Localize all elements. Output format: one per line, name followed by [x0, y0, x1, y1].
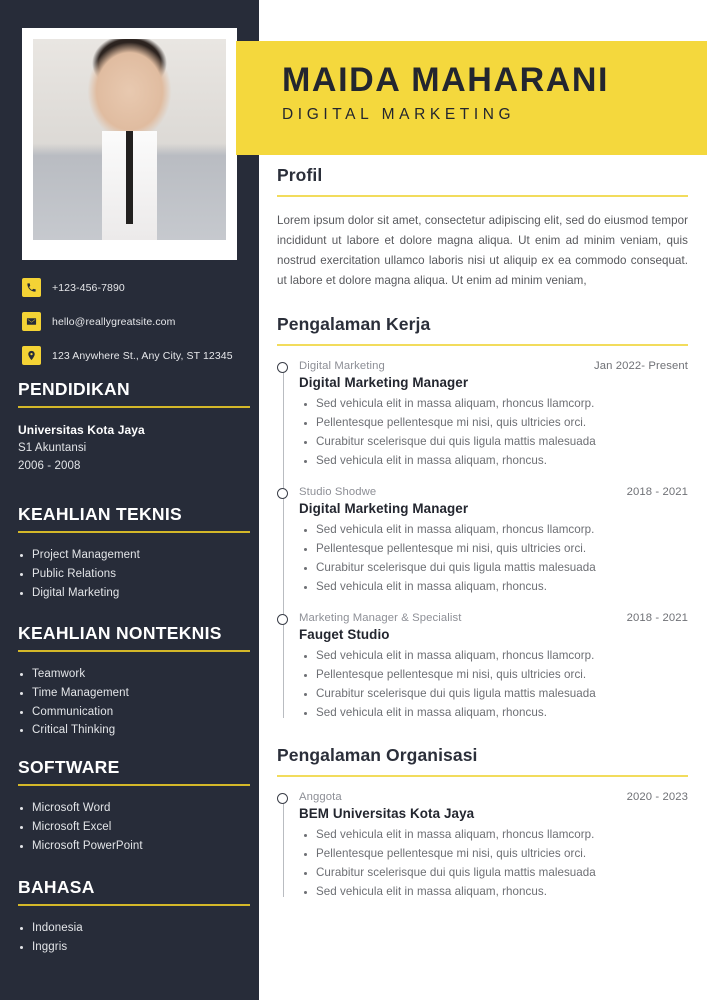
education-entry: [18, 421, 250, 475]
list-item: • Curabitur scelerisque dui quis ligula mattis malesuada: [316, 432, 688, 451]
work-entry-title: Fauget Studio: [299, 626, 390, 642]
list-item: • Project Management: [32, 546, 250, 565]
main-column: [277, 165, 688, 901]
list-item: • Public Relations: [32, 565, 250, 584]
section-work-experience: [277, 314, 688, 722]
sidebar: [0, 0, 259, 1000]
list-item: • Critical Thinking: [32, 721, 250, 740]
timeline-dot-icon: [277, 614, 288, 625]
header-banner: [236, 41, 707, 155]
sidebar-section-hard-skills: [18, 505, 250, 602]
work-entry-header: [299, 360, 688, 372]
section-organization-experience: [277, 745, 688, 901]
sidebar-section-education: [18, 380, 250, 475]
organization-heading: Pengalaman Organisasi: [277, 744, 478, 765]
education-rule: [18, 406, 250, 408]
phone-text: +123-456-7890: [52, 281, 125, 294]
timeline-dot-icon: [277, 488, 288, 499]
work-entry-title: Digital Marketing Manager: [299, 500, 469, 516]
email-text: hello@reallygreatsite.com: [52, 315, 176, 328]
hard-skills-list: [18, 546, 250, 602]
email-icon: [22, 312, 41, 331]
work-entry-subtitle: Studio Shodwe: [299, 485, 377, 498]
list-item: • Pellentesque pellentesque mi nisi, quis ultricies orci.: [316, 413, 688, 432]
address-text: 123 Anywhere St., Any City, ST 12345: [52, 349, 233, 362]
education-years: 2006 - 2008: [18, 459, 81, 472]
work-entry-date: 2018 - 2021: [626, 611, 688, 624]
hard-skills-rule: [18, 531, 250, 533]
hard-skills-heading: KEAHLIAN TEKNIS: [18, 504, 182, 524]
work-heading: Pengalaman Kerja: [277, 313, 431, 334]
languages-rule: [18, 904, 250, 906]
list-item: • Sed vehicula elit in massa aliquam, rhoncus.: [316, 703, 688, 722]
work-entry-subtitle: Marketing Manager & Specialist: [299, 611, 462, 624]
list-item: • Pellentesque pellentesque mi nisi, quis ultricies orci.: [316, 665, 688, 684]
list-item: • Communication: [32, 703, 250, 722]
work-entry-date: 2018 - 2021: [626, 485, 688, 498]
work-rule: [277, 344, 688, 346]
organization-entry-title: BEM Universitas Kota Jaya: [299, 805, 475, 821]
profile-text: Lorem ipsum dolor sit amet, consectetur adipiscing elit, sed do eiusmod tempor incididunt ut labore et dolore magna aliqua. Ut enim ad minim veniam, quis nostrud exercitation ullamco laboris nisi ut aliquip ex ea commodo consequat. ut labore et dolore magna aliqua. Ut enim ad minim veniam,: [277, 214, 688, 287]
list-item: • Microsoft Excel: [32, 818, 250, 837]
list-item: • Sed vehicula elit in massa aliquam, rhoncus llamcorp.: [316, 520, 688, 539]
list-item: • Indonesia: [32, 919, 250, 938]
timeline-line: [283, 798, 284, 897]
list-item: • Curabitur scelerisque dui quis ligula mattis malesuada: [316, 558, 688, 577]
contact-row-phone: [22, 278, 252, 297]
education-heading: PENDIDIKAN: [18, 379, 130, 399]
organization-entry-date: 2020 - 2023: [626, 790, 688, 803]
organization-entry: [299, 791, 688, 901]
sidebar-section-soft-skills: [18, 624, 250, 740]
languages-heading: BAHASA: [18, 877, 95, 897]
list-item: • Inggris: [32, 938, 250, 957]
phone-icon: [22, 278, 41, 297]
list-item: • Microsoft Word: [32, 799, 250, 818]
software-list: [18, 799, 250, 855]
list-item: • Sed vehicula elit in massa aliquam, rhoncus.: [316, 577, 688, 596]
timeline-dot-icon: [277, 793, 288, 804]
work-entry-header: [299, 612, 688, 624]
education-school: Universitas Kota Jaya: [18, 423, 145, 438]
work-entry: [299, 486, 688, 596]
organization-entry-bullets: [299, 825, 688, 901]
list-item: • Curabitur scelerisque dui quis ligula mattis malesuada: [316, 684, 688, 703]
list-item: • Pellentesque pellentesque mi nisi, quis ultricies orci.: [316, 539, 688, 558]
list-item: • Sed vehicula elit in massa aliquam, rhoncus.: [316, 451, 688, 470]
list-item: • Sed vehicula elit in massa aliquam, rhoncus llamcorp.: [316, 646, 688, 665]
software-heading: SOFTWARE: [18, 757, 120, 777]
profile-heading: Profil: [277, 165, 323, 185]
list-item: • Time Management: [32, 684, 250, 703]
work-entry: [299, 360, 688, 470]
work-entry-bullets: [299, 520, 688, 596]
work-entry: [299, 612, 688, 722]
list-item: • Sed vehicula elit in massa aliquam, rhoncus llamcorp.: [316, 825, 688, 844]
list-item: • Sed vehicula elit in massa aliquam, rhoncus.: [316, 882, 688, 901]
languages-list: [18, 919, 250, 956]
soft-skills-heading: KEAHLIAN NONTEKNIS: [18, 623, 222, 643]
list-item: • Microsoft PowerPoint: [32, 837, 250, 856]
work-timeline: [277, 360, 688, 722]
profile-photo-frame: [22, 28, 237, 260]
sidebar-section-languages: [18, 878, 250, 957]
soft-skills-rule: [18, 650, 250, 652]
work-entry-bullets: [299, 394, 688, 470]
organization-entry-subtitle: Anggota: [299, 790, 342, 803]
profile-photo: [33, 39, 226, 240]
list-item: • Sed vehicula elit in massa aliquam, rhoncus llamcorp.: [316, 394, 688, 413]
work-entry-title: Digital Marketing Manager: [299, 374, 469, 390]
profile-rule: [277, 195, 688, 197]
list-item: • Pellentesque pellentesque mi nisi, quis ultricies orci.: [316, 844, 688, 863]
organization-timeline: [277, 791, 688, 901]
list-item: • Digital Marketing: [32, 584, 250, 603]
work-entry-date: Jan 2022- Present: [593, 359, 688, 372]
list-item: • Curabitur scelerisque dui quis ligula mattis malesuada: [316, 863, 688, 882]
location-pin-icon: [22, 346, 41, 365]
work-entry-header: [299, 486, 688, 498]
education-degree: S1 Akuntansi: [18, 441, 87, 454]
candidate-role: DIGITAL MARKETING: [282, 105, 516, 123]
organization-entry-header: [299, 791, 688, 803]
organization-rule: [277, 775, 688, 777]
timeline-dot-icon: [277, 362, 288, 373]
list-item: • Teamwork: [32, 665, 250, 684]
contact-row-email: [22, 312, 252, 331]
work-entry-bullets: [299, 646, 688, 722]
soft-skills-list: [18, 665, 250, 740]
contact-row-address: [22, 346, 252, 365]
timeline-line: [283, 367, 284, 718]
software-rule: [18, 784, 250, 786]
work-entry-subtitle: Digital Marketing: [299, 359, 385, 372]
sidebar-section-software: [18, 758, 250, 855]
contact-list: [22, 278, 252, 380]
candidate-name: MAIDA MAHARANI: [282, 61, 610, 99]
section-profile: [277, 165, 688, 291]
